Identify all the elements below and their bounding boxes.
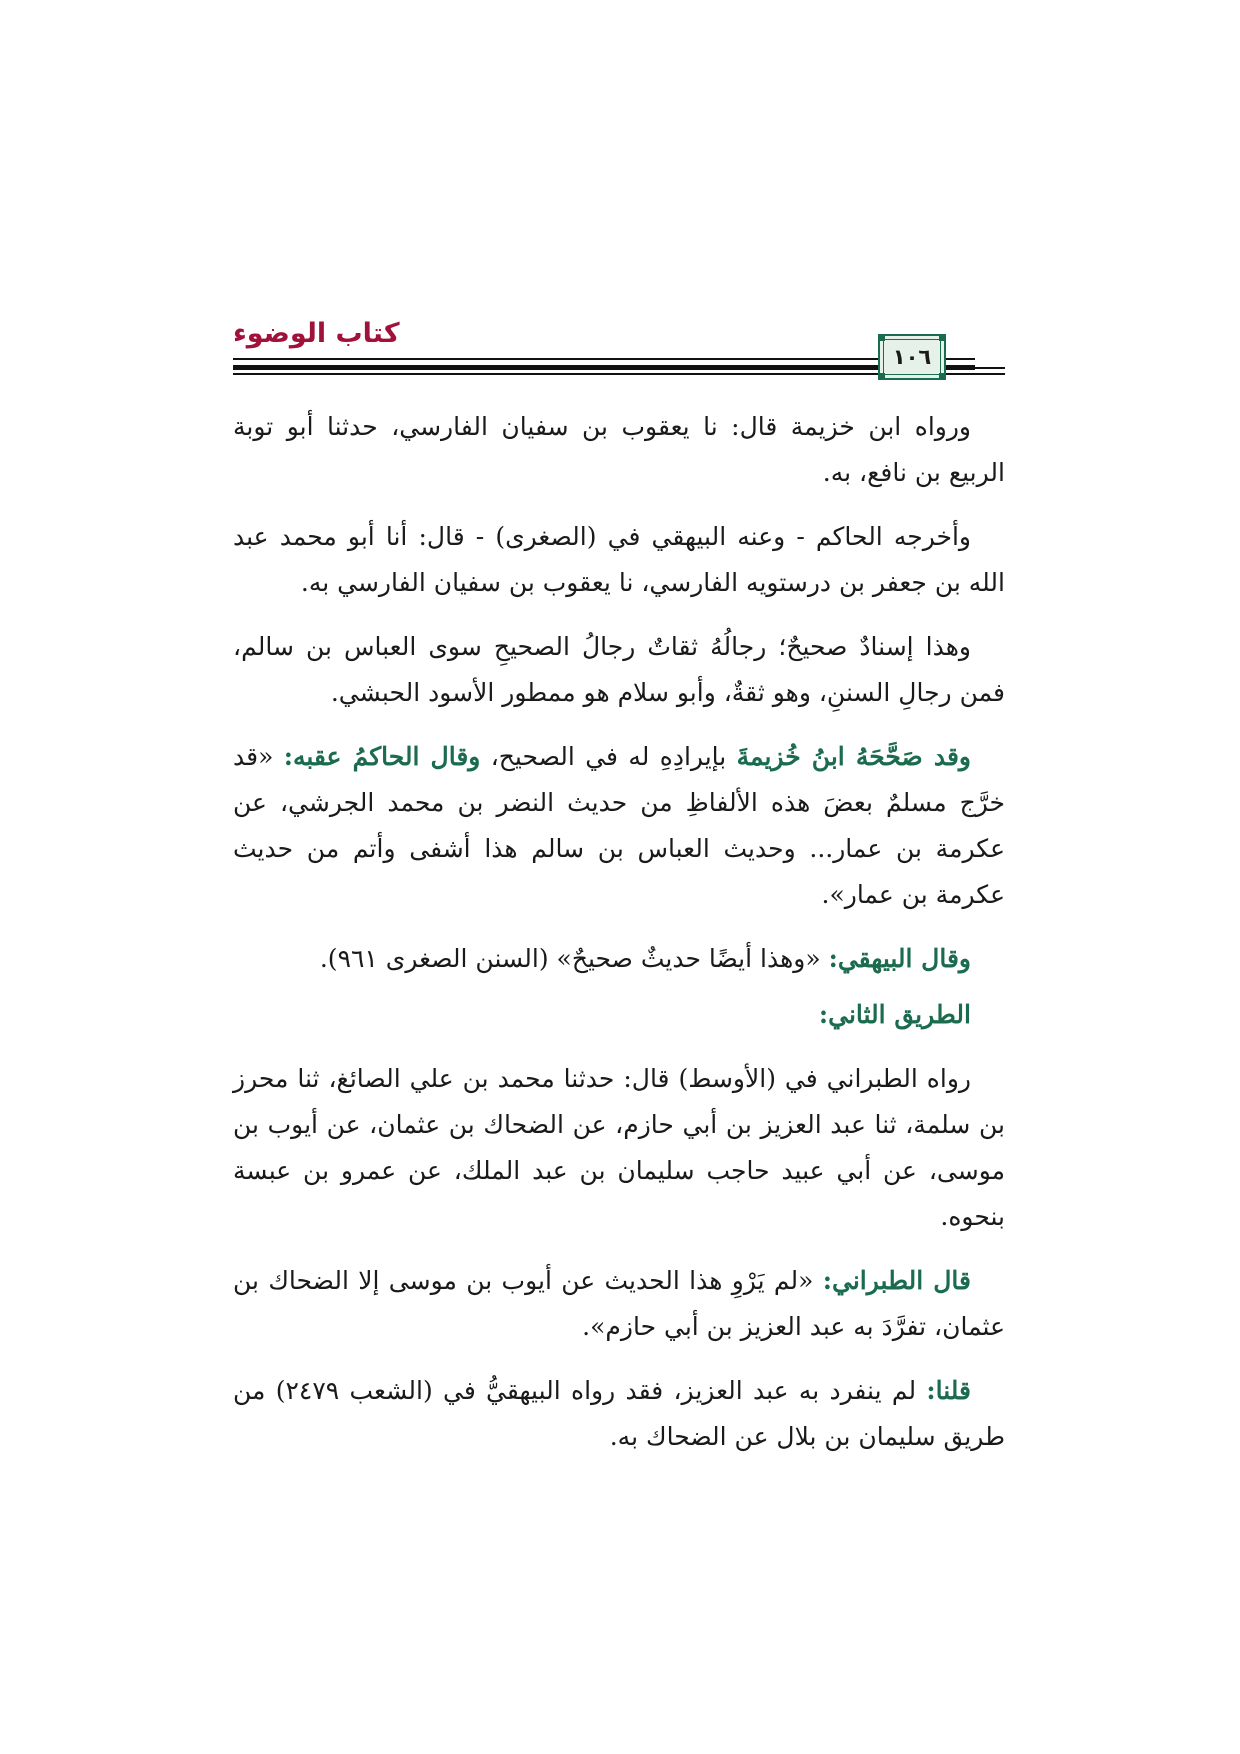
paragraph	[233, 1258, 1005, 1350]
section-heading: الطريق الثاني:	[818, 1000, 971, 1029]
page-number: ١٠٦	[892, 345, 932, 369]
header-rule	[233, 365, 975, 370]
paragraph: رواه الطبراني في (الأوسط) قال: حدثنا محمد بن علي الصائغ، ثنا محرز بن سلمة، ثنا عبد العزيز بن أبي حازم، عن الضحاك بن عثمان، عن أيوب بن موسى، عن أبي عبيد حاجب سليمان بن عبد الملك، عن عمرو بن عبسة بنحوه.	[233, 1064, 1005, 1231]
page-body	[233, 404, 1005, 1478]
paragraph: ورواه ابن خزيمة قال: نا يعقوب بن سفيان الفارسي، حدثنا أبو توبة الربيع بن نافع، به.	[233, 412, 1005, 487]
paragraph	[233, 936, 1005, 982]
highlighted-lead: وقد صَحَّحَهُ ابنُ خُزيمةَ	[736, 742, 971, 771]
paragraph-text: بإيرادِهِ له في الصحيح،	[480, 742, 737, 771]
paragraph	[233, 1368, 1005, 1460]
highlighted-lead: قال الطبراني:	[822, 1266, 971, 1295]
page-header	[233, 318, 1005, 388]
paragraph	[233, 734, 1005, 918]
paragraph: وهذا إسنادٌ صحيحٌ؛ رجالُهُ ثقاتٌ رجالُ الصحيحِ سوى العباس بن سالم، فمن رجالِ السننِ، وهو ثقةٌ، وأبو سلام هو ممطور الأسود الحبشي.	[233, 632, 1005, 707]
paragraph: وأخرجه الحاكم - وعنه البيهقي في (الصغرى) - قال: أنا أبو محمد عبد الله بن جعفر بن درستويه الفارسي، نا يعقوب بن سفيان الفارسي به.	[233, 522, 1005, 597]
paragraph-text: لم ينفرد به عبد العزيز، فقد رواه البيهقيُّ في (الشعب ٢٤٧٩) من طريق سليمان بن بلال عن الضحاك به.	[233, 1376, 1005, 1451]
header-rule	[953, 367, 1005, 369]
paragraph-text: «لم يَرْوِ هذا الحديث عن أيوب بن موسى إلا الضحاك بن عثمان، تفرَّدَ به عبد العزيز بن أبي حازم».	[233, 1266, 1005, 1341]
paragraph-text: «قد خرَّج مسلمٌ بعضَ هذه الألفاظِ من حديث النضر بن محمد الجرشي، عن عكرمة بن عمار... وحديث العباس بن سالم هذا أشفى وأتم من حديث عكرمة بن عمار».	[233, 742, 1005, 909]
page-number-frame	[878, 334, 946, 380]
highlighted-lead: قلنا:	[926, 1376, 972, 1405]
highlighted-lead: وقال البيهقي:	[828, 944, 971, 973]
header-rule	[233, 373, 975, 375]
header-rule	[953, 373, 1005, 375]
header-rule	[233, 358, 975, 360]
paragraph-text: «وهذا أيضًا حديثٌ صحيحٌ» (السنن الصغرى ٩٦١).	[319, 944, 829, 973]
highlighted-lead: وقال الحاكمُ عقبه:	[283, 742, 481, 771]
book-title: كتاب الوضوء	[233, 318, 400, 349]
